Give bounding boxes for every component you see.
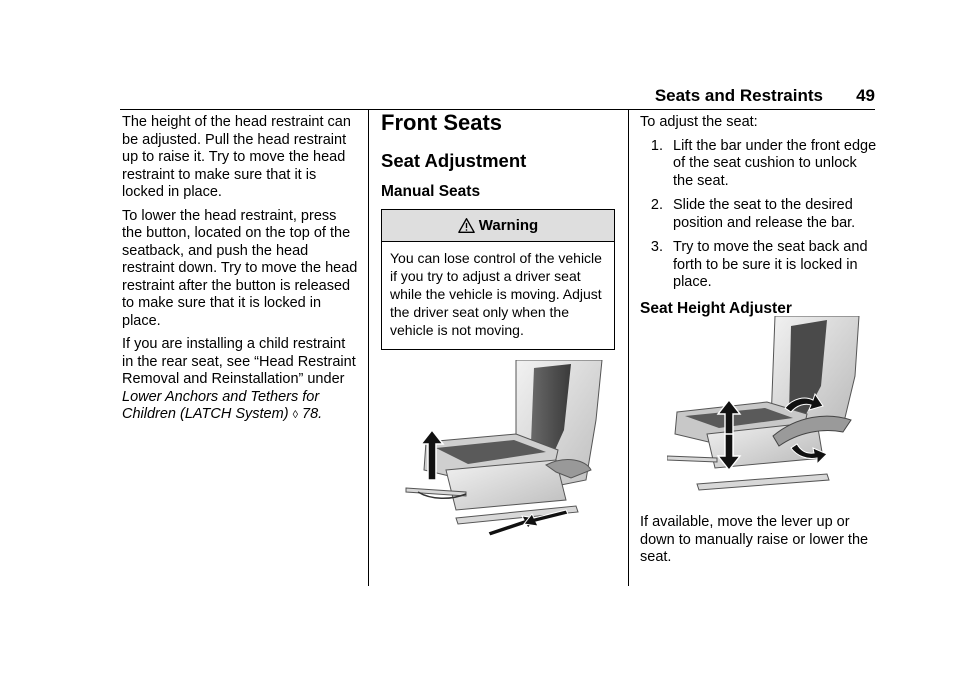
column-divider-1 <box>368 110 369 586</box>
paragraph-height-adjust: The height of the head restraint can be adjusted. Pull the head restraint up to raise it. Try to move the head restraint to make sure that it is locked in place. <box>122 114 351 200</box>
column-divider-2 <box>628 110 629 586</box>
seat-height-adjuster-illustration <box>667 316 863 494</box>
warning-text: You can lose control of the vehicle if you try to adjust a driver seat while the vehicle is moving. Adjust the driver seat only when the vehicle is not moving. <box>390 250 602 338</box>
manual-seat-illustration <box>396 360 606 536</box>
page-header <box>120 80 875 110</box>
paragraph-child-restraint <box>122 336 358 425</box>
list-item <box>640 197 880 232</box>
warning-box <box>381 209 615 350</box>
list-item <box>640 239 880 292</box>
page-ref-icon: ◊ <box>292 409 298 421</box>
step-number: 2. <box>650 197 663 213</box>
step-number: 1. <box>650 137 663 154</box>
height-adjuster-text: If available, move the lever up or down to manually raise or lower the seat. <box>640 514 869 565</box>
latch-page-ref[interactable]: 78. <box>302 406 323 422</box>
heading-seat-height-adjuster: Seat Height Adjuster <box>640 299 792 317</box>
warning-header <box>382 210 614 242</box>
step-text: Lift the bar under the front edge of the seat cushion to unlock the seat. <box>673 137 877 189</box>
heading-seat-adjustment: Seat Adjustment <box>381 150 527 171</box>
column-2 <box>381 110 617 350</box>
column-1 <box>122 114 358 431</box>
heading-front-seats: Front Seats <box>381 110 503 135</box>
page-number: 49 <box>856 86 875 105</box>
adjust-intro: To adjust the seat: <box>640 114 758 130</box>
list-item <box>640 138 880 191</box>
heading-manual-seats: Manual Seats <box>381 183 481 200</box>
child-restraint-text: If you are installing a child restraint in the rear seat, see “Head Restraint Removal and Reinstallation” under <box>122 336 356 387</box>
paragraph-lower-restraint: To lower the head restraint, press the button, located on the top of the seatback, and push the head restraint down. Try to move the head restraint after the button is released to make sure that it is locked in place. <box>122 207 358 329</box>
step-text: Try to move the seat back and forth to be sure it is locked in place. <box>673 239 868 290</box>
step-text: Slide the seat to the desired position and release the bar. <box>673 197 856 231</box>
latch-link[interactable]: Lower Anchors and Tethers for Children (LATCH System) <box>122 388 320 422</box>
adjust-steps-list <box>640 138 880 292</box>
step-number: 3. <box>650 239 663 255</box>
column-3 <box>640 114 880 326</box>
warning-triangle-icon <box>458 217 475 234</box>
section-title: Seats and Restraints <box>654 86 823 105</box>
warning-title: Warning <box>478 217 539 234</box>
